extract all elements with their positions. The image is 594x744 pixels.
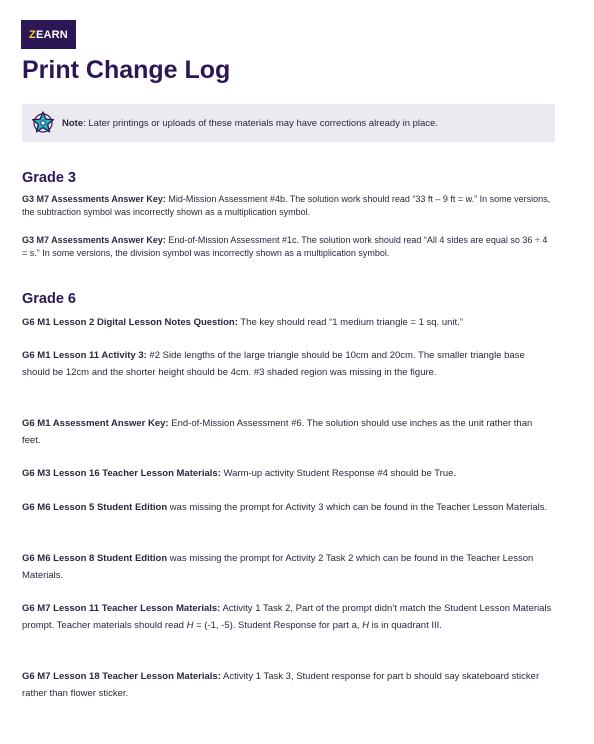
entry-label: G3 M7 Assessments Answer Key: — [22, 235, 166, 245]
entry-label: G6 M3 Lesson 16 Teacher Lesson Materials: — [22, 468, 221, 479]
note-label: Note — [62, 117, 84, 129]
entry-label: G6 M1 Lesson 11 Activity 3: — [22, 350, 147, 361]
entry-text-b: = (-1, -5). Student Response for part a, — [193, 620, 363, 631]
entry-label: G6 M6 Lesson 8 Student Edition — [22, 553, 168, 564]
star-icon — [30, 110, 56, 136]
entry-text: was missing the prompt for Activity 2 Task 2 which can be found in the Teacher Lesson Materials. — [22, 553, 534, 581]
g6-entry-2 — [22, 347, 552, 381]
entry-text: was missing the prompt for Activity 3 which can be found in the Teacher Lesson Materials. — [167, 502, 548, 513]
entry-text: #2 Side lengths of the large triangle should be 10cm and 20cm. The smaller triangle base should be 12cm and the shorter height should be 4cm. #3 shaded region was missing in the figure. — [22, 350, 525, 378]
variable-h: H — [186, 620, 194, 631]
note-body: : Later printings or uploads of these materials may have corrections already in place. — [83, 117, 438, 129]
g6-entry-4 — [22, 465, 552, 482]
entry-text: Warm-up activity Student Response #4 should be True. — [220, 468, 457, 479]
g3-entry-1 — [22, 193, 552, 219]
entry-label: G6 M7 Lesson 18 Teacher Lesson Materials: — [22, 671, 221, 682]
g6-entry-7 — [22, 600, 552, 634]
entry-text: The key should read “1 medium triangle = 1 sq. unit.” — [237, 317, 463, 328]
grade-3-heading: Grade 3 — [22, 170, 76, 186]
g6-entry-8 — [22, 668, 552, 702]
entry-text-a: Activity 1 Task 2, Part of the prompt didn’t match the Student Lesson Materials prompt. Teacher materials should read — [22, 603, 552, 631]
entry-label: G3 M7 Assessments Answer Key: — [22, 194, 166, 204]
note-banner — [22, 104, 555, 142]
entry-text: Mid-Mission Assessment #4b. The solution work should read “33 ft – 9 ft = w.” In some versions, the subtraction symbol was incorrectly shown as a multiplication symbol. — [22, 194, 551, 217]
g3-entry-2 — [22, 234, 552, 260]
zearn-logo[interactable] — [21, 20, 76, 49]
entry-text-c: is in quadrant III. — [369, 620, 442, 631]
note-text — [62, 118, 438, 129]
entry-text: End-of-Mission Assessment #1c. The solution work should read “All 4 sides are equal so 36 ÷ 4 = s.” In some versions, the division symbol was incorrectly shown as a multiplication symbol. — [22, 235, 548, 258]
entry-label: G6 M1 Assessment Answer Key: — [22, 418, 169, 429]
logo-mark: Z — [29, 28, 36, 41]
g6-entry-3 — [22, 415, 552, 449]
variable-h: H — [362, 620, 370, 631]
g6-entry-5 — [22, 499, 552, 516]
entry-label: G6 M7 Lesson 11 Teacher Lesson Materials: — [22, 603, 221, 614]
page-title: Print Change Log — [22, 56, 231, 84]
entry-text: Activity 1 Task 3, Student response for part b should say skateboard sticker rather than flower sticker. — [22, 671, 540, 699]
grade-6-heading: Grade 6 — [22, 291, 76, 307]
logo-text: EARN — [35, 28, 68, 41]
entry-text: End-of-Mission Assessment #6. The solution should use inches as the unit rather than feet. — [22, 418, 533, 446]
entry-label: G6 M6 Lesson 5 Student Edition — [22, 502, 168, 513]
g6-entry-6 — [22, 550, 552, 584]
entry-label: G6 M1 Lesson 2 Digital Lesson Notes Question: — [22, 317, 238, 328]
g6-entry-1 — [22, 314, 552, 331]
